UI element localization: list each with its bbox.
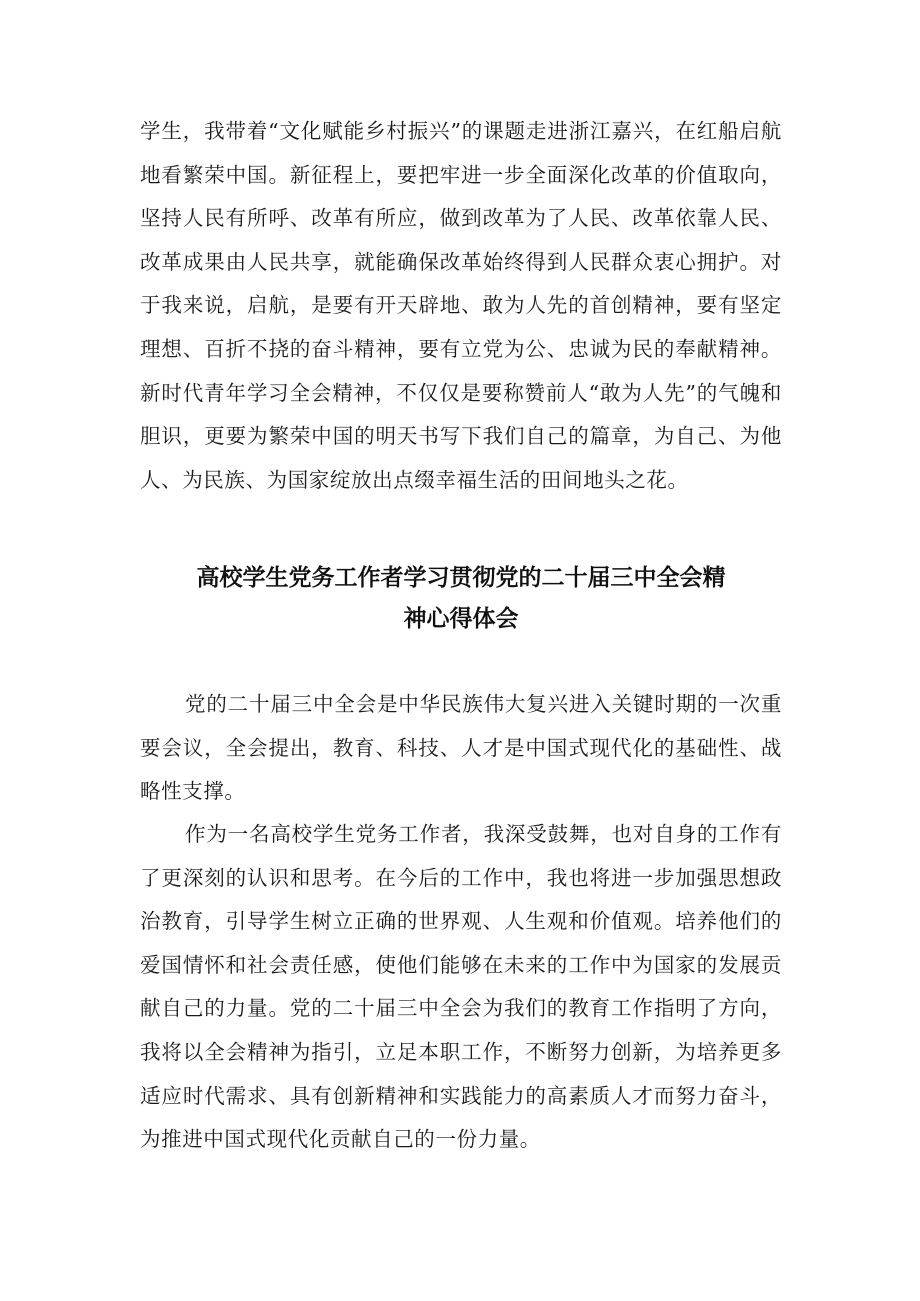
- body-paragraph-1: 党的二十届三中全会是中华民族伟大复兴进入关键时期的一次重要会议，全会提出，教育、科技、人才是中国式现代化的基础性、战略性支撑。: [140, 692, 782, 804]
- section-title: [140, 558, 782, 640]
- body-paragraph-2: 作为一名高校学生党务工作者，我深受鼓舞，也对自身的工作有了更深刻的认识和思考。在今后的工作中，我也将进一步加强思想政治教育，引导学生树立正确的世界观、人生观和价值观。培养他们的爱国情怀和社会责任感，使他们能够在未来的工作中为国家的发展贡献自己的力量。党的二十届三中全会为我们的教育工作指明了方向，我将以全会精神为指引，立足本职工作，不断努力创新，为培养更多适应时代需求、具有创新精神和实践能力的高素质人才而努力奋斗，为推进中国式现代化贡献自己的一份力量。: [140, 822, 782, 1152]
- section-title-line-2: 神心得体会: [403, 606, 519, 632]
- continuation-paragraph: 学生，我带着“文化赋能乡村振兴”的课题走进浙江嘉兴，在红船启航地看繁荣中国。新征程上，要把牢进一步全面深化改革的价值取向，坚持人民有所呼、改革有所应，做到改革为了人民、改革依靠人民、改革成果由人民共享，就能确保改革始终得到人民群众衷心拥护。对于我来说，启航，是要有开天辟地、敢为人先的首创精神，要有坚定理想、百折不挠的奋斗精神，要有立党为公、忠诚为民的奉献精神。新时代青年学习全会精神，不仅仅是要称赞前人“敢为人先”的气魄和胆识，更要为繁荣中国的明天书写下我们自己的篇章，为自己、为他人、为民族、为国家绽放出点缀幸福生活的田间地头之花。: [140, 119, 782, 492]
- section-title-line-1: 高校学生党务工作者学习贯彻党的二十届三中全会精: [196, 565, 726, 591]
